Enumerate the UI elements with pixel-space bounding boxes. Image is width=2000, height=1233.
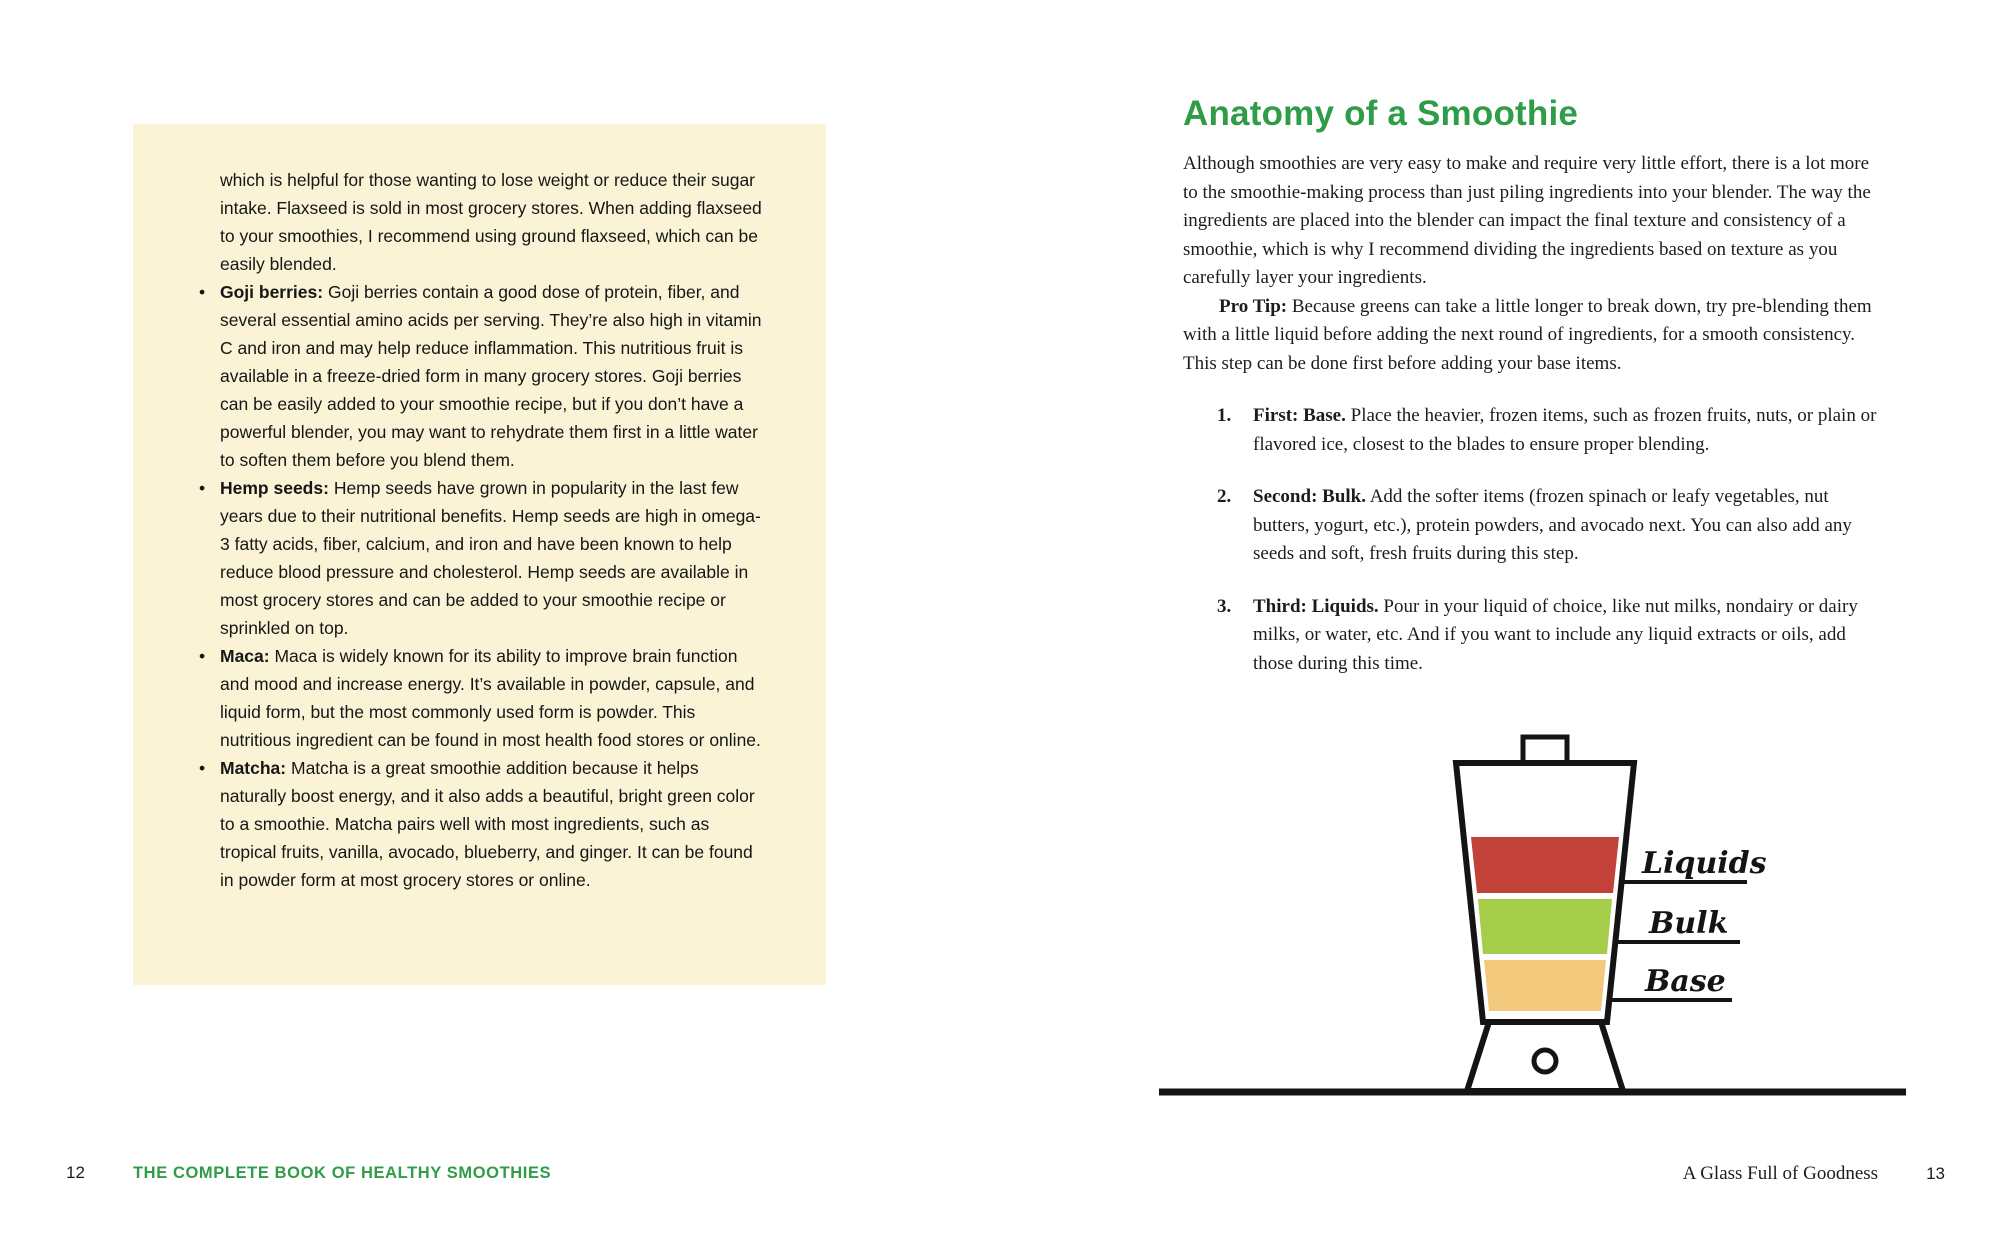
ingredient-text: Matcha is a great smoothie addition because it helps naturally boost energy, and it also adds a beautiful, bright green color to a smoothie. Matcha pairs well with most ingredients, such as tropical fruits, vanilla, avocado, blueberry, and ginger. It can be found in powder form at most grocery stores or online.: [220, 758, 755, 890]
intro-paragraph: Although smoothies are very easy to make and require very little effort, there is a lot more to the smoothie-making process than just piling ingredients into your blender. The way the ingredients are placed into the blender can impact the final texture and consistency of a smoothie, which is why I recommend dividing the ingredients based on texture as you carefully layer your ingredients.: [1183, 153, 1871, 288]
ingredient-item-hemp-seeds: [220, 474, 768, 642]
step-number: 3.: [1217, 595, 1232, 617]
section-heading: Anatomy of a Smoothie: [1183, 94, 1579, 133]
pro-tip-text: Because greens can take a little longer to break down, try pre-blending them with a little liquid before adding the next round of ingredients, for a smooth consistency. This step can be done first before adding your base items.: [1183, 295, 1872, 374]
page-number-right: 13: [1926, 1164, 1945, 1183]
power-button-icon: [1534, 1050, 1556, 1072]
diagram-label-bulk: Bulk: [1649, 906, 1729, 941]
diagram-label-liquids: Liquids: [1642, 846, 1767, 881]
ingredient-list: [220, 278, 768, 894]
ingredient-callout-box: [133, 124, 826, 985]
step-text: Add the softer items (frozen spinach or leafy vegetables, nut butters, yogurt, etc.), protein powders, and avocado next. You can also add any seeds and soft, fresh fruits during this step.: [1253, 486, 1852, 564]
ingredient-term: Hemp seeds:: [220, 478, 329, 498]
ingredient-item-maca: [220, 642, 768, 754]
step-item-bulk: [1183, 483, 1883, 569]
step-term: Third: Liquids.: [1253, 595, 1379, 617]
ingredient-text: Hemp seeds have grown in popularity in the last few years due to their nutritional benefits. Hemp seeds are high in omega-3 fatty acids, fiber, calcium, and iron and have been known to help reduce blood pressure and cholesterol. Hemp seeds are available in most grocery stores and can be added to your smoothie recipe or sprinkled on top.: [220, 478, 761, 638]
callout-intro-text: which is helpful for those wanting to lose weight or reduce their sugar intake. Flaxseed is sold in most grocery stores. When adding flaxseed to your smoothies, I recommend using ground flaxseed, which can be easily blended.: [220, 170, 762, 274]
step-text: Pour in your liquid of choice, like nut milks, nondairy or dairy milks, or water, etc. And if you want to include any liquid extracts or oils, add those during this time.: [1253, 595, 1858, 674]
layer-bulk: [1478, 899, 1612, 954]
step-text: Place the heavier, frozen items, such as frozen fruits, nuts, or plain or flavored ice, closest to the blades to ensure proper blending.: [1253, 405, 1877, 455]
blender-diagram: [1155, 723, 1910, 1100]
callout-content: [220, 166, 768, 894]
chapter-title-footer: A Glass Full of Goodness: [1682, 1163, 1879, 1184]
ingredient-item-matcha: [220, 754, 768, 894]
step-term: First: Base.: [1253, 405, 1346, 426]
section-body: [1183, 150, 1883, 702]
step-item-liquids: [1183, 593, 1883, 679]
book-title-footer: THE COMPLETE BOOK OF HEALTHY SMOOTHIES: [133, 1164, 552, 1182]
right-page-footer: [1683, 1163, 1945, 1185]
page-number-left: 12: [66, 1163, 85, 1182]
step-item-base: [1183, 402, 1883, 459]
pro-tip-label: Pro Tip:: [1219, 295, 1288, 317]
step-number: 2.: [1217, 486, 1232, 507]
ingredient-text: Goji berries contain a good dose of protein, fiber, and several essential amino acids per serving. They’re also high in vitamin C and iron and may help reduce inflammation. This nutritious fruit is available in a freeze-dried form in many grocery stores. Goji berries can be easily added to your smoothie recipe, but if you don’t have a powerful blender, you may want to rehydrate them first in a little water to soften them before you blend them.: [220, 282, 762, 470]
diagram-label-base: Base: [1645, 964, 1726, 999]
ingredient-text: Maca is widely known for its ability to improve brain function and mood and increase energy. It’s available in powder, capsule, and liquid form, but the most commonly used form is powder. This nutritious ingredient can be found in most health food stores or online.: [220, 646, 761, 750]
layering-steps: [1183, 402, 1883, 678]
step-term: Second: Bulk.: [1253, 486, 1366, 507]
ingredient-term: Goji berries:: [220, 282, 324, 302]
ingredient-term: Matcha:: [220, 758, 287, 778]
pro-tip-paragraph: [1183, 293, 1883, 379]
blender-lid-icon: [1523, 737, 1567, 763]
layer-base: [1484, 960, 1606, 1011]
step-number: 1.: [1217, 405, 1232, 426]
layer-liquids: [1471, 837, 1619, 893]
ingredient-term: Maca:: [220, 646, 270, 666]
ingredient-item-goji-berries: [220, 278, 768, 474]
